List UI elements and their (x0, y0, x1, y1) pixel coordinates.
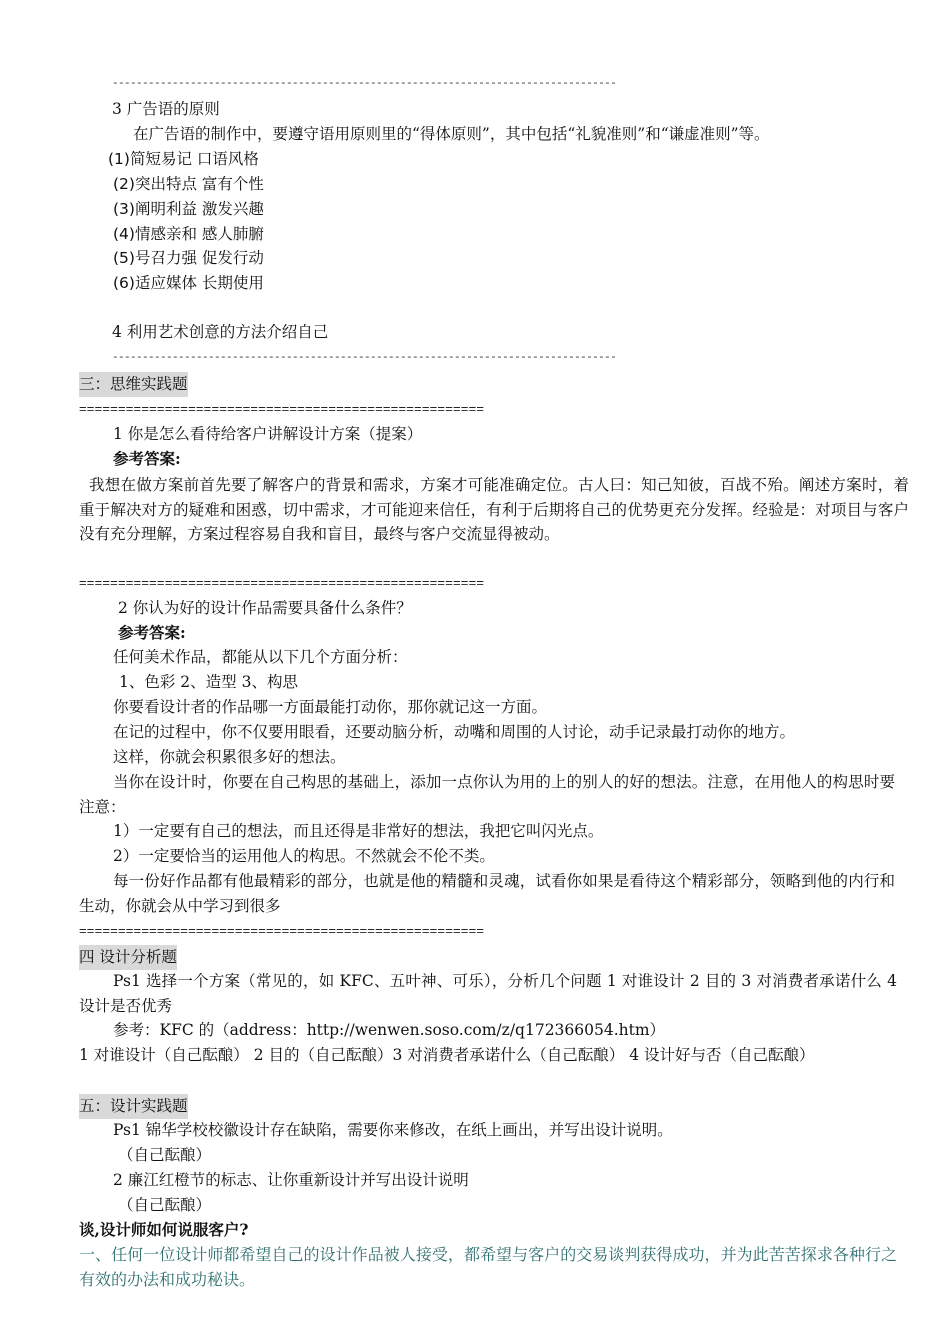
answer-line: 1、色彩 2、造型 3、构思 (119, 673, 298, 691)
rule-item: 1）一定要有自己的想法，而且还得是非常好的想法，我把它叫闪光点。 (113, 822, 604, 840)
answer-line: 任何美术作品，都能从以下几个方面分析： (113, 648, 408, 666)
answer-paragraph: 我想在做方案前首先要了解客户的背景和需求，方案才可能准确定位。古人曰：知己知彼，百战不殆。阐述方案时，着重于解决对方的疑难和困惑，切中需求，才可能迎来信任，有利于后期将自己的优势更充分发挥。经验是：对项目与客户没有充分理解，方案过程容易自我和盲目，最终与客户交流显得被动。 (79, 476, 909, 543)
equals-separator: ==================================================== (79, 575, 485, 590)
list-item: (4)情感亲和 感人肺腑 (113, 225, 264, 243)
part-heading: 三：思维实践题 (79, 372, 188, 397)
answer-label: 参考答案: (113, 449, 181, 468)
task-note: （自己酝酿） (118, 1146, 212, 1164)
closing-title: 谈,设计师如何说服客户? (79, 1220, 249, 1239)
task-note: （自己酝酿） (118, 1196, 212, 1214)
answer-paragraph: 当你在设计时，你要在自己构思的基础上，添加一点你认为用的上的别人的好的想法。注意，在用他人的构思时要注意： (79, 773, 895, 816)
dashed-separator: ------------------------------------------------------------------------------------ (112, 78, 617, 90)
question: 1 你是怎么看待给客户讲解设计方案（提案） (113, 425, 423, 443)
task-line: Ps1 锦华学校校徽设计存在缺陷，需要你来修改，在纸上画出，并写出设计说明。 (113, 1121, 673, 1139)
list-item: (5)号召力强 促发行动 (113, 249, 264, 267)
answer-label: 参考答案: (118, 623, 186, 642)
reference-line: 参考：KFC 的（address：http://wenwen.soso.com/z/q172366054.htm） (113, 1021, 666, 1039)
answer-line: 你要看设计者的作品哪一方面最能打动你，那你就记这一方面。 (113, 698, 548, 716)
dashed-separator: ------------------------------------------------------------------------------------ (112, 352, 617, 364)
list-item: (3)阐明利益 激发兴趣 (113, 200, 264, 218)
answer-paragraph: 每一份好作品都有他最精彩的部分，也就是他的精髓和灵魂，试看你如果是看待这个精彩部分，领略到他的内行和生动，你就会从中学习到很多 (79, 872, 895, 915)
equals-separator: ==================================================== (79, 923, 485, 938)
closing-paragraph: 一、任何一位设计师都希望自己的设计作品被人接受，都希望与客户的交易谈判获得成功，并为此苦苦探求各种行之有效的办法和成功秘诀。 (79, 1245, 897, 1289)
question: 2 你认为好的设计作品需要具备什么条件？ (118, 599, 412, 617)
list-item: (2)突出特点 富有个性 (113, 175, 264, 193)
answer-line: 这样，你就会积累很多好的想法。 (113, 748, 346, 766)
answer-line: 在记的过程中，你不仅要用眼看，还要动脑分析，动嘴和周围的人讨论，动手记录最打动你的地方。 (113, 723, 796, 741)
part-heading: 五：设计实践题 (79, 1094, 188, 1119)
answer-line: 1 对谁设计（自己酝酿） 2 目的（自己酝酿）3 对消费者承诺什么（自己酝酿） 4 设计好与否（自己酝酿） (79, 1046, 815, 1064)
rule-item: 2）一定要恰当的运用他人的构思。不然就会不伦不类。 (113, 847, 495, 865)
task-line: 2 廉江红橙节的标志、让你重新设计并写出设计说明 (113, 1171, 469, 1189)
task-paragraph: Ps1 选择一个方案（常见的，如 KFC、五叶神、可乐），分析几个问题 1 对谁设计 2 目的 3 对消费者承诺什么 4 设计是否优秀 (79, 972, 897, 1015)
equals-separator: ==================================================== (79, 401, 485, 416)
section-intro: 在广告语的制作中，要遵守语用原则里的“得体原则”，其中包括“礼貌准则”和“谦虚准则”等。 (133, 125, 770, 143)
part-heading: 四 设计分析题 (79, 945, 177, 970)
list-item: (1)简短易记 口语风格 (108, 150, 259, 168)
section-title: 4 利用艺术创意的方法介绍自己 (112, 323, 329, 341)
list-item: (6)适应媒体 长期使用 (113, 274, 264, 292)
section-title: 3 广告语的原则 (112, 100, 220, 118)
